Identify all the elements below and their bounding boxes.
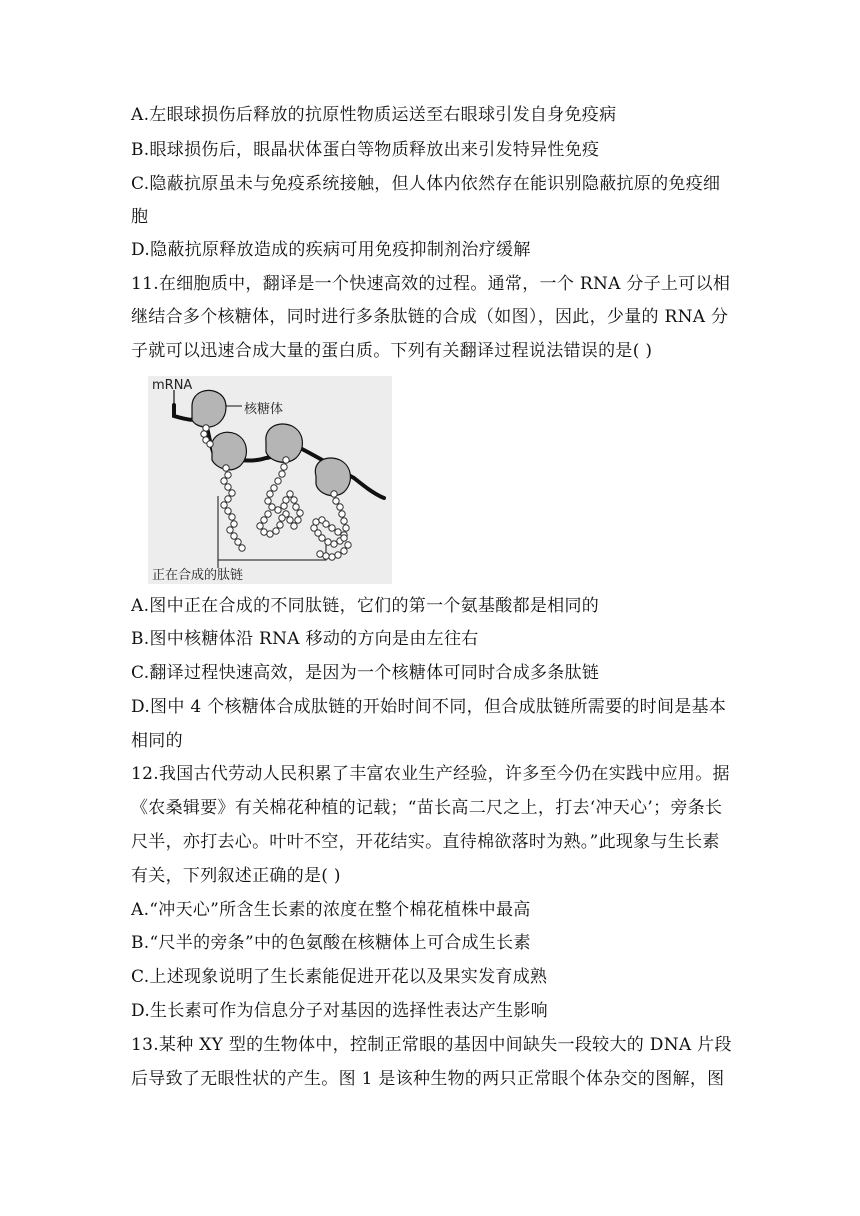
amino-acid-bead [225,496,231,502]
peptide-label: 正在合成的肽链 [152,568,244,583]
ribosome-label: 核糖体 [244,402,284,417]
amino-acid-bead [225,484,231,490]
amino-acid-bead [317,551,323,557]
amino-acid-bead [331,541,337,547]
amino-acid-bead [329,525,335,531]
text-line: 后导致了无眼性状的产生。图 1 是该种生物的两只正常眼个体杂交的图解，图 [131,1069,725,1089]
amino-acid-bead [283,457,289,463]
amino-acid-bead [345,542,351,548]
translation-figure [148,376,392,584]
amino-acid-bead [337,504,343,510]
text-line: B.“尺半的旁条”中的色氨酸在核糖体上可合成生长素 [131,933,531,953]
amino-acid-bead [225,472,231,478]
amino-acid-bead [221,478,227,484]
text-line: B.眼球损伤后，眼晶状体蛋白等物质释放出来引发特异性免疫 [131,140,600,160]
amino-acid-bead [267,491,273,497]
amino-acid-bead [203,425,209,431]
amino-acid-bead [281,464,287,470]
amino-acid-bead [323,521,329,527]
amino-acid-bead [335,529,341,535]
amino-acid-bead [223,465,229,471]
amino-acid-bead [229,490,235,496]
amino-acid-bead [265,511,271,517]
text-line: 《农桑辑要》有关棉花种植的记载；“苗长高二尺之上，打去‘冲天心’；旁条长 [131,798,723,818]
amino-acid-bead [227,527,233,533]
amino-acid-bead [333,498,339,504]
text-line: C.隐蔽抗原虽未与免疫系统接触，但人体内依然存在能识别隐蔽抗原的免疫细 [131,174,721,194]
amino-acid-bead [287,491,293,497]
amino-acid-bead [335,552,341,558]
amino-acid-bead [279,515,285,521]
amino-acid-bead [297,510,303,516]
amino-acid-bead [239,545,245,551]
text-line: D.图中 4 个核糖体合成肽链的开始时间不同，但合成肽链所需要的时间是基本 [131,697,727,717]
amino-acid-bead [279,471,285,477]
amino-acid-bead [295,517,301,523]
text-line: D.生长素可作为信息分子对基因的选择性表达产生影响 [131,1001,548,1021]
text-line: C.翻译过程快速高效，是因为一个核糖体可同时合成多条肽链 [131,663,600,683]
text-line: 12.我国古代劳动人民积累了丰富农业生产经验，许多至今仍在实践中应用。据 [131,764,730,784]
amino-acid-bead [225,508,231,514]
amino-acid-bead [269,504,275,510]
ribosome [192,390,226,427]
amino-acid-bead [275,478,281,484]
text-line: 胞 [131,207,149,227]
amino-acid-bead [291,523,297,529]
amino-acid-bead [293,504,299,510]
amino-acid-bead [221,502,227,508]
amino-acid-bead [325,539,331,545]
text-line: C.上述现象说明了生长素能促进开花以及果实发育成熟 [131,967,548,987]
amino-acid-bead [277,522,283,528]
amino-acid-bead [275,507,281,513]
amino-acid-bead [235,539,241,545]
amino-acid-bead [229,514,235,520]
text-line: 相同的 [131,731,183,751]
text-line: D.隐蔽抗原释放造成的疾病可用免疫抑制剂治疗缓解 [131,240,531,260]
amino-acid-bead [281,503,287,509]
text-line: 11.在细胞质中，翻译是一个快速高效的过程。通常，一个 RNA 分子上可以相 [131,274,731,294]
amino-acid-bead [323,553,329,559]
amino-acid-bead [331,491,337,497]
amino-acid-bead [273,528,279,534]
ribosome [315,458,350,496]
amino-acid-bead [201,431,207,437]
amino-acid-bead [231,521,237,527]
amino-acid-bead [261,517,267,523]
text-line: 子就可以迅速合成大量的蛋白质。下列有关翻译过程说法错误的是( ) [131,341,653,361]
amino-acid-bead [265,498,271,504]
amino-acid-bead [343,525,349,531]
amino-acid-bead [231,533,237,539]
amino-acid-bead [267,531,273,537]
amino-acid-bead [207,441,213,447]
amino-acid-bead [257,523,263,529]
amino-acid-bead [313,519,319,525]
amino-acid-bead [261,529,267,535]
text-line: A.左眼球损伤后释放的抗原性物质运送至右眼球引发自身免疫病 [131,105,617,125]
amino-acid-bead [291,497,297,503]
amino-acid-bead [271,485,277,491]
ribosome [211,432,246,470]
text-line: B.图中核糖体沿 RNA 移动的方向是由左往右 [131,629,479,649]
amino-acid-bead [287,517,293,523]
amino-acid-bead [329,554,335,560]
amino-acid-bead [283,497,289,503]
text-line: A.“冲天心”所含生长素的浓度在整个棉花植株中最高 [131,900,531,920]
amino-acid-bead [311,525,317,531]
text-line: A.图中正在合成的不同肽链，它们的第一个氨基酸都是相同的 [131,596,600,616]
text-line: 13.某种 XY 型的生物体中，控制正常眼的基因中间缺失一段较大的 DNA 片段 [131,1035,732,1055]
text-line: 有关，下列叙述正确的是( ) [131,866,341,886]
amino-acid-bead [341,518,347,524]
mrna-label: mRNA [152,378,193,393]
amino-acid-bead [339,511,345,517]
text-line: 尺半，亦打去心。叶叶不空，开花结实。直待棉欲落时为熟。”此现象与生长素 [131,832,720,852]
amino-acid-bead [341,548,347,554]
text-line: 继结合多个核糖体，同时进行多条肽链的合成（如图），因此，少量的 RNA 分 [131,307,729,327]
amino-acid-bead [341,535,347,541]
ribosome [266,424,303,462]
